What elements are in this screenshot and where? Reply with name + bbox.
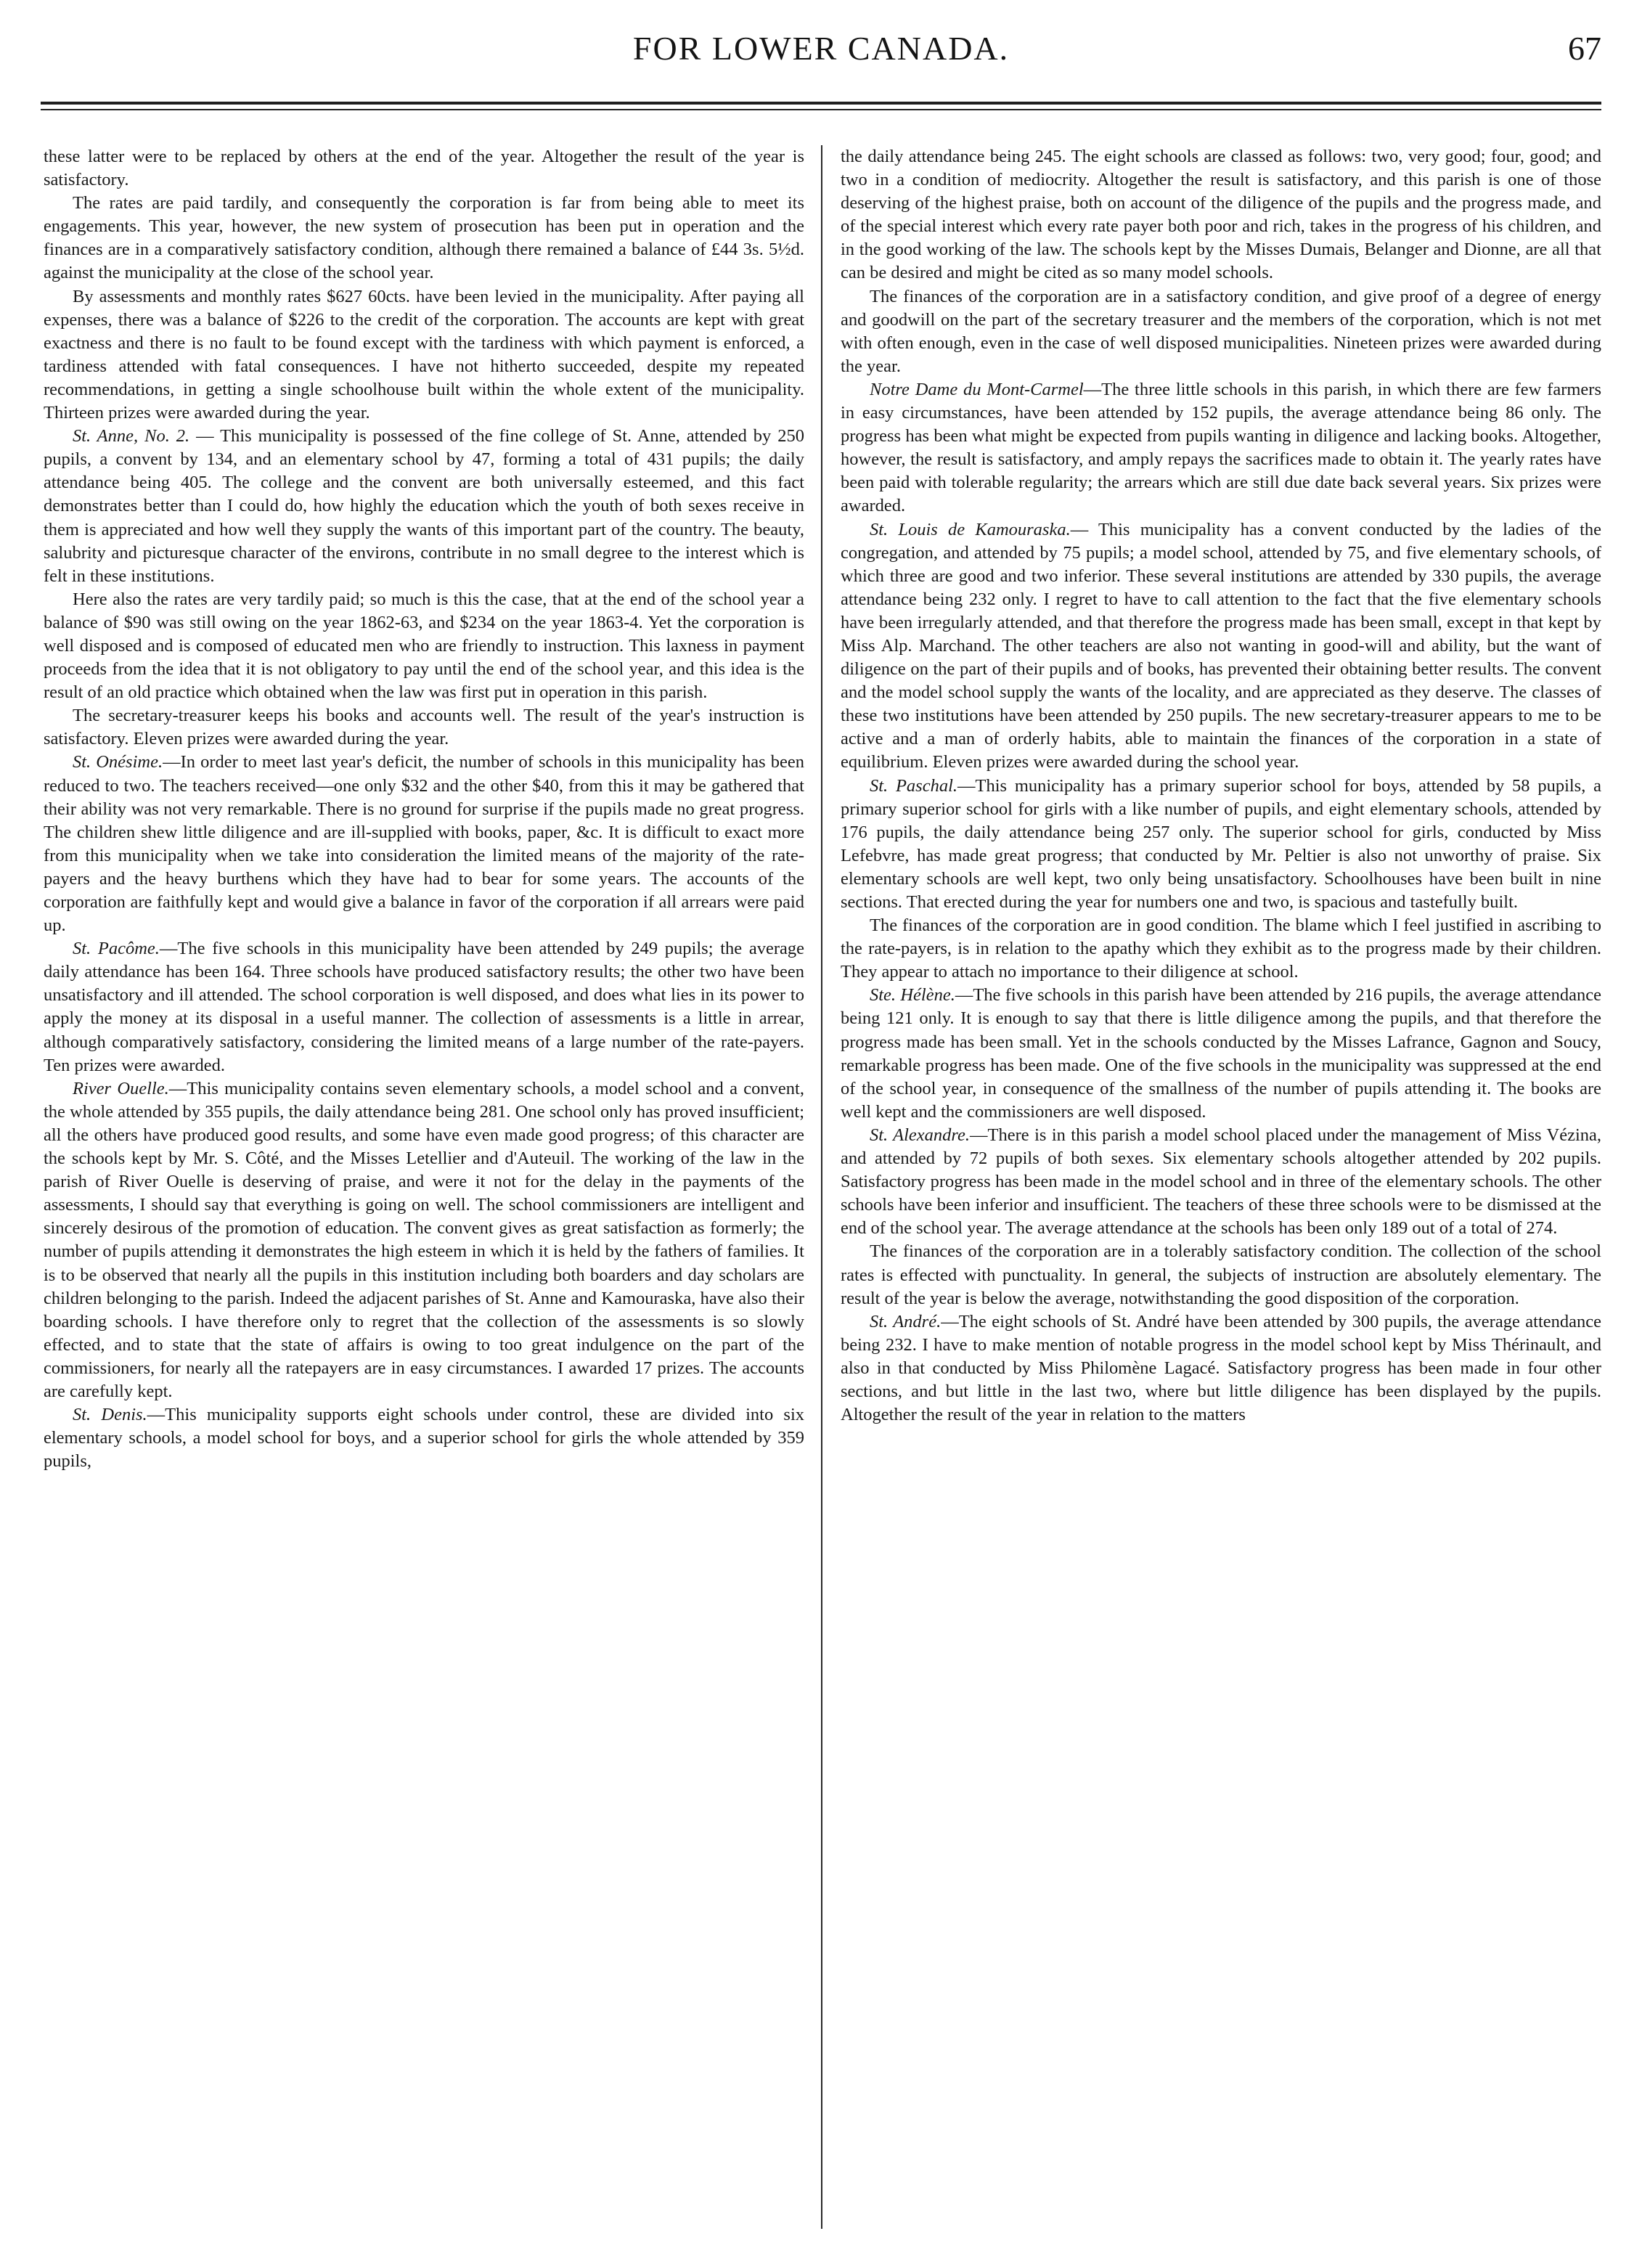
paragraph-st-paschal [841, 775, 1601, 915]
header-rule-thick [41, 102, 1601, 105]
paragraph-st-alexandre [841, 1124, 1601, 1240]
paragraph: The rates are paid tardily, and consequently the corporation is far from being able to meet its engagements. This year, however, the new system of prosecution has been put in operation and the finances are in a comparatively satisfactory condition, although there remained a balance of £44 3s. 5½d. against the municipality at the close of the school year. [44, 193, 804, 283]
place-name: St. Onésime. [73, 752, 163, 772]
paragraph-text: —This municipality supports eight schools under control, these are divided into six elementary schools, a model school for boys, and a superior school for girls the whole attended by 359 pupils, [44, 1405, 804, 1472]
page-header [41, 29, 1601, 87]
paragraph: The finances of the corporation are in good condition. The blame which I feel justified in ascribing to the rate-payers, is in relation to the apathy which they exhibit as to the progress made by their children. They appear to attach no importance to their diligence at school. [841, 915, 1601, 982]
paragraph-st-pacome [44, 937, 804, 1077]
paragraph: these latter were to be replaced by others at the end of the year. Altogether the result of the year is satisfactory. [44, 147, 804, 190]
paragraph-text: — This municipality is possessed of the fine college of St. Anne, attended by 250 pupils, a convent by 134, and an elementary school by 47, forming a total of 431 pupils; the daily attendance being 405. The college and the convent are both universally esteemed, and this fact demonstrates better than I could do, how highly the education which the youth of both sexes receive in them is appreciated and how well they supply the wants of this important part of the country. The beauty, salubrity and picturesque character of the environs, contribute in no small degree to the interest which is felt in these institutions. [44, 426, 804, 586]
place-name: St. Pacôme. [73, 939, 160, 959]
paragraph-text: —In order to meet last year's deficit, the number of schools in this municipality has been reduced to two. The teachers received—one only $32 and the other $40, from this it may be gathered that their ability was not very remarkable. There is no ground for surprise if the pupils made no great progress. The children shew little diligence and are ill-supplied with books, paper, &c. It is difficult to exact more from this municipality when we take into consideration the limited means of the majority of the rate-payers and the heavy burthens which they have had to bear for some years. The accounts of the corporation are faithfully kept and would give a balance in favor of the corporation if all arrears were paid up. [44, 752, 804, 936]
place-name: St. Louis de Kamouraska. [870, 519, 1071, 539]
running-head: FOR LOWER CANADA. [632, 30, 1010, 67]
place-name: St. Anne, No. 2. [73, 426, 190, 446]
place-name: St. André. [870, 1311, 942, 1331]
paragraph-st-louis [841, 518, 1601, 775]
paragraph: The finances of the corporation are in a tolerably satisfactory condition. The collection of the school rates is effected with punctuality. In general, the subjects of instruction are absolutely elementary. The result of the year is below the average, notwithstanding the good disposition of the corporation. [841, 1241, 1601, 1308]
paragraph-text: — This municipality has a convent conducted by the ladies of the congregation, and attended by 75 pupils; a model school, attended by 75, and five elementary schools, of which three are good and two inferior. These several institutions are attended by 330 pupils, the average attendance being 232 only. I regret to have to call attention to the fact that the five elementary schools have been irregularly attended, and that therefore the progress made has been small, except in that kept by Miss Alp. Marchand. The other teachers are also not wanting in good-will and ability, but the want of diligence on the part of their pupils and of books, has prevented their obtaining better results. The convent and the model school supply the wants of the locality, and are appreciated as they deserve. The classes of these two institutions have been attended by 250 pupils. The new secretary-treasurer appears to me to be active and a man of orderly habits, able to maintain the finances of the corporation in a state of equilibrium. Eleven prizes were awarded during the school year. [841, 519, 1601, 772]
page-number: 67 [1568, 30, 1601, 67]
paragraph-st-andre [841, 1310, 1601, 1427]
place-name: St. Denis. [73, 1405, 147, 1425]
right-column [841, 145, 1601, 2236]
paragraph-ste-helene [841, 984, 1601, 1124]
header-rule-thin [41, 109, 1601, 110]
paragraph: By assessments and monthly rates $627 60cts. have been levied in the municipality. After paying all expenses, there was a balance of $226 to the credit of the corporation. The accounts are kept with great exactness and there is no fault to be found except with the tardiness with which payment is enforced, a tardiness attended with fatal consequences. I have not hitherto succeeded, despite my repeated recommendations, in getting a single schoolhouse built within the whole extent of the municipality. Thirteen prizes were awarded during the year. [44, 286, 804, 423]
paragraph-river-ouelle [44, 1077, 804, 1403]
place-name: St. Paschal. [870, 775, 957, 796]
paragraph-st-anne [44, 425, 804, 588]
column-divider [821, 145, 822, 2229]
place-name: St. Alexandre. [870, 1125, 971, 1145]
place-name: River Ouelle. [73, 1078, 169, 1098]
paragraph-text: —The eight schools of St. André have been attended by 300 pupils, the average attendance being 232. I have to make mention of notable progress in the model school kept by Miss Thérinault, and also in that conducted by Miss Philomène Lagacé. Satisfactory progress has been made in four other sections, and but little in the last two, where but little diligence has been displayed by the pupils. Altogether the result of the year in relation to the matters [841, 1311, 1601, 1425]
paragraph-text: —This municipality has a primary superior school for boys, attended by 58 pupils, a primary superior school for girls with a like number of pupils, and eight elementary schools, attended by 176 pupils, the daily attendance being 257 only. The superior school for girls, conducted by Miss Lefebvre, has made great progress; that conducted by Mr. Peltier is also not unworthy of praise. Six elementary schools are well kept, two only being unsatisfactory. Schoolhouses have been built in nine sections. That erected during the year for numbers one and two, is spacious and tastefully built. [841, 775, 1601, 912]
paragraph-text: —The five schools in this municipality have been attended by 249 pupils; the average daily attendance has been 164. Three schools have produced satisfactory results; the other two have been unsatisfactory and ill attended. The school corporation is well disposed, and does what lies in its power to apply the money at its disposal in a useful manner. The collection of assessments is a little in arrear, although comparatively satisfactory, considering the limited means of a large number of the rate-payers. Ten prizes were awarded. [44, 939, 804, 1075]
left-column [44, 145, 804, 2236]
place-name: Notre Dame du Mont-Carmel [870, 379, 1084, 399]
paragraph-text: —The five schools in this parish have been attended by 216 pupils, the average attendance being 121 only. It is enough to say that there is little diligence among the pupils, and that therefore the progress made has been small. Yet in the schools conducted by the Misses Lafrance, Gagnon and Soucy, remarkable progress has been made. One of the five schools in the municipality was suppressed at the end of the school year, in consequence of the smallness of the number of pupils attending it. The books are well kept and the commissioners are well disposed. [841, 985, 1601, 1122]
paragraph: Here also the rates are very tardily paid; so much is this the case, that at the end of the school year a balance of $90 was still owing on the year 1862-63, and $234 on the year 1863-4. Yet the corporation is well disposed and is composed of educated men who are friendly to instruction. This laxness in payment proceeds from the idea that it is not obligatory to pay until the end of the school year, and this idea is the result of an old practice which obtained when the law was first put in operation in this parish. [44, 589, 804, 703]
paragraph-text: —The three little schools in this parish, in which there are few farmers in easy circumstances, have been attended by 152 pupils, the average attendance being 86 only. The progress has been what might be expected from pupils wanting in diligence and lacking books. Altogether, however, the result is satisfactory, and amply repays the sacrifices made to obtain it. The yearly rates have been paid with tolerable regularity; the arrears which are still due date back several years. Six prizes were awarded. [841, 379, 1601, 516]
paragraph: The finances of the corporation are in a satisfactory condition, and give proof of a degree of energy and goodwill on the part of the secretary treasurer and the members of the corporation, which is not met with often enough, even in the case of well disposed municipalities. Nineteen prizes were awarded during the year. [841, 286, 1601, 376]
place-name: Ste. Hélène. [870, 985, 955, 1005]
paragraph-notre-dame [841, 378, 1601, 518]
paragraph-text: —There is in this parish a model school placed under the management of Miss Vézina, and attended by 72 pupils of both sexes. Six elementary schools altogether attended by 202 pupils. Satisfactory progress has been made in the model school and in three of the elementary schools. The other schools have been inferior and insufficient. The teachers of these three schools were to be dismissed at the end of the school year. The average attendance at the schools has been only 189 out of a total of 274. [841, 1125, 1601, 1239]
paragraph: The secretary-treasurer keeps his books and accounts well. The result of the year's instruction is satisfactory. Eleven prizes were awarded during the year. [44, 706, 804, 749]
paragraph: the daily attendance being 245. The eight schools are classed as follows: two, very good; four, good; and two in a condition of mediocrity. Altogether the result is satisfactory, and this parish is one of those deserving of the highest praise, both on account of the diligence of the pupils and the progress made, and of the special interest which every rate payer both poor and rich, takes in the progress of his children, and in the good working of the law. The schools kept by the Misses Dumais, Belanger and Dionne, are all that can be desired and might be cited as so many model schools. [841, 147, 1601, 283]
paragraph-text: —This municipality contains seven elementary schools, a model school and a convent, the whole attended by 355 pupils, the daily attendance being 281. One school only has proved insufficient; all the others have produced good results, and some have even made good progress; of this character are the schools kept by Mr. S. Côté, and the Misses Letellier and d'Auteuil. The working of the law in the parish of River Ouelle is deserving of praise, and were it not for the delay in the payments of the assessments, I should say that everything is going on well. The school commissioners are intelligent and sincerely desirous of the promotion of education. The convent gives as great satisfaction as formerly; the number of pupils attending it demonstrates the high esteem in which it is held by the fathers of families. It is to be observed that nearly all the pupils in this institution including both boarders and day scholars are children belonging to the parish. Indeed the adjacent parishes of St. Anne and Kamouraska, have also their boarding schools. I have therefore only to regret that the collection of the assessments is so slowly effected, and to state that the state of affairs is owing to too great indulgence on the part of the commissioners, for nearly all the ratepayers are in easy circumstances. I awarded 17 prizes. The accounts are carefully kept. [44, 1078, 804, 1401]
paragraph-st-denis [44, 1403, 804, 1473]
paragraph-st-onesime [44, 751, 804, 937]
